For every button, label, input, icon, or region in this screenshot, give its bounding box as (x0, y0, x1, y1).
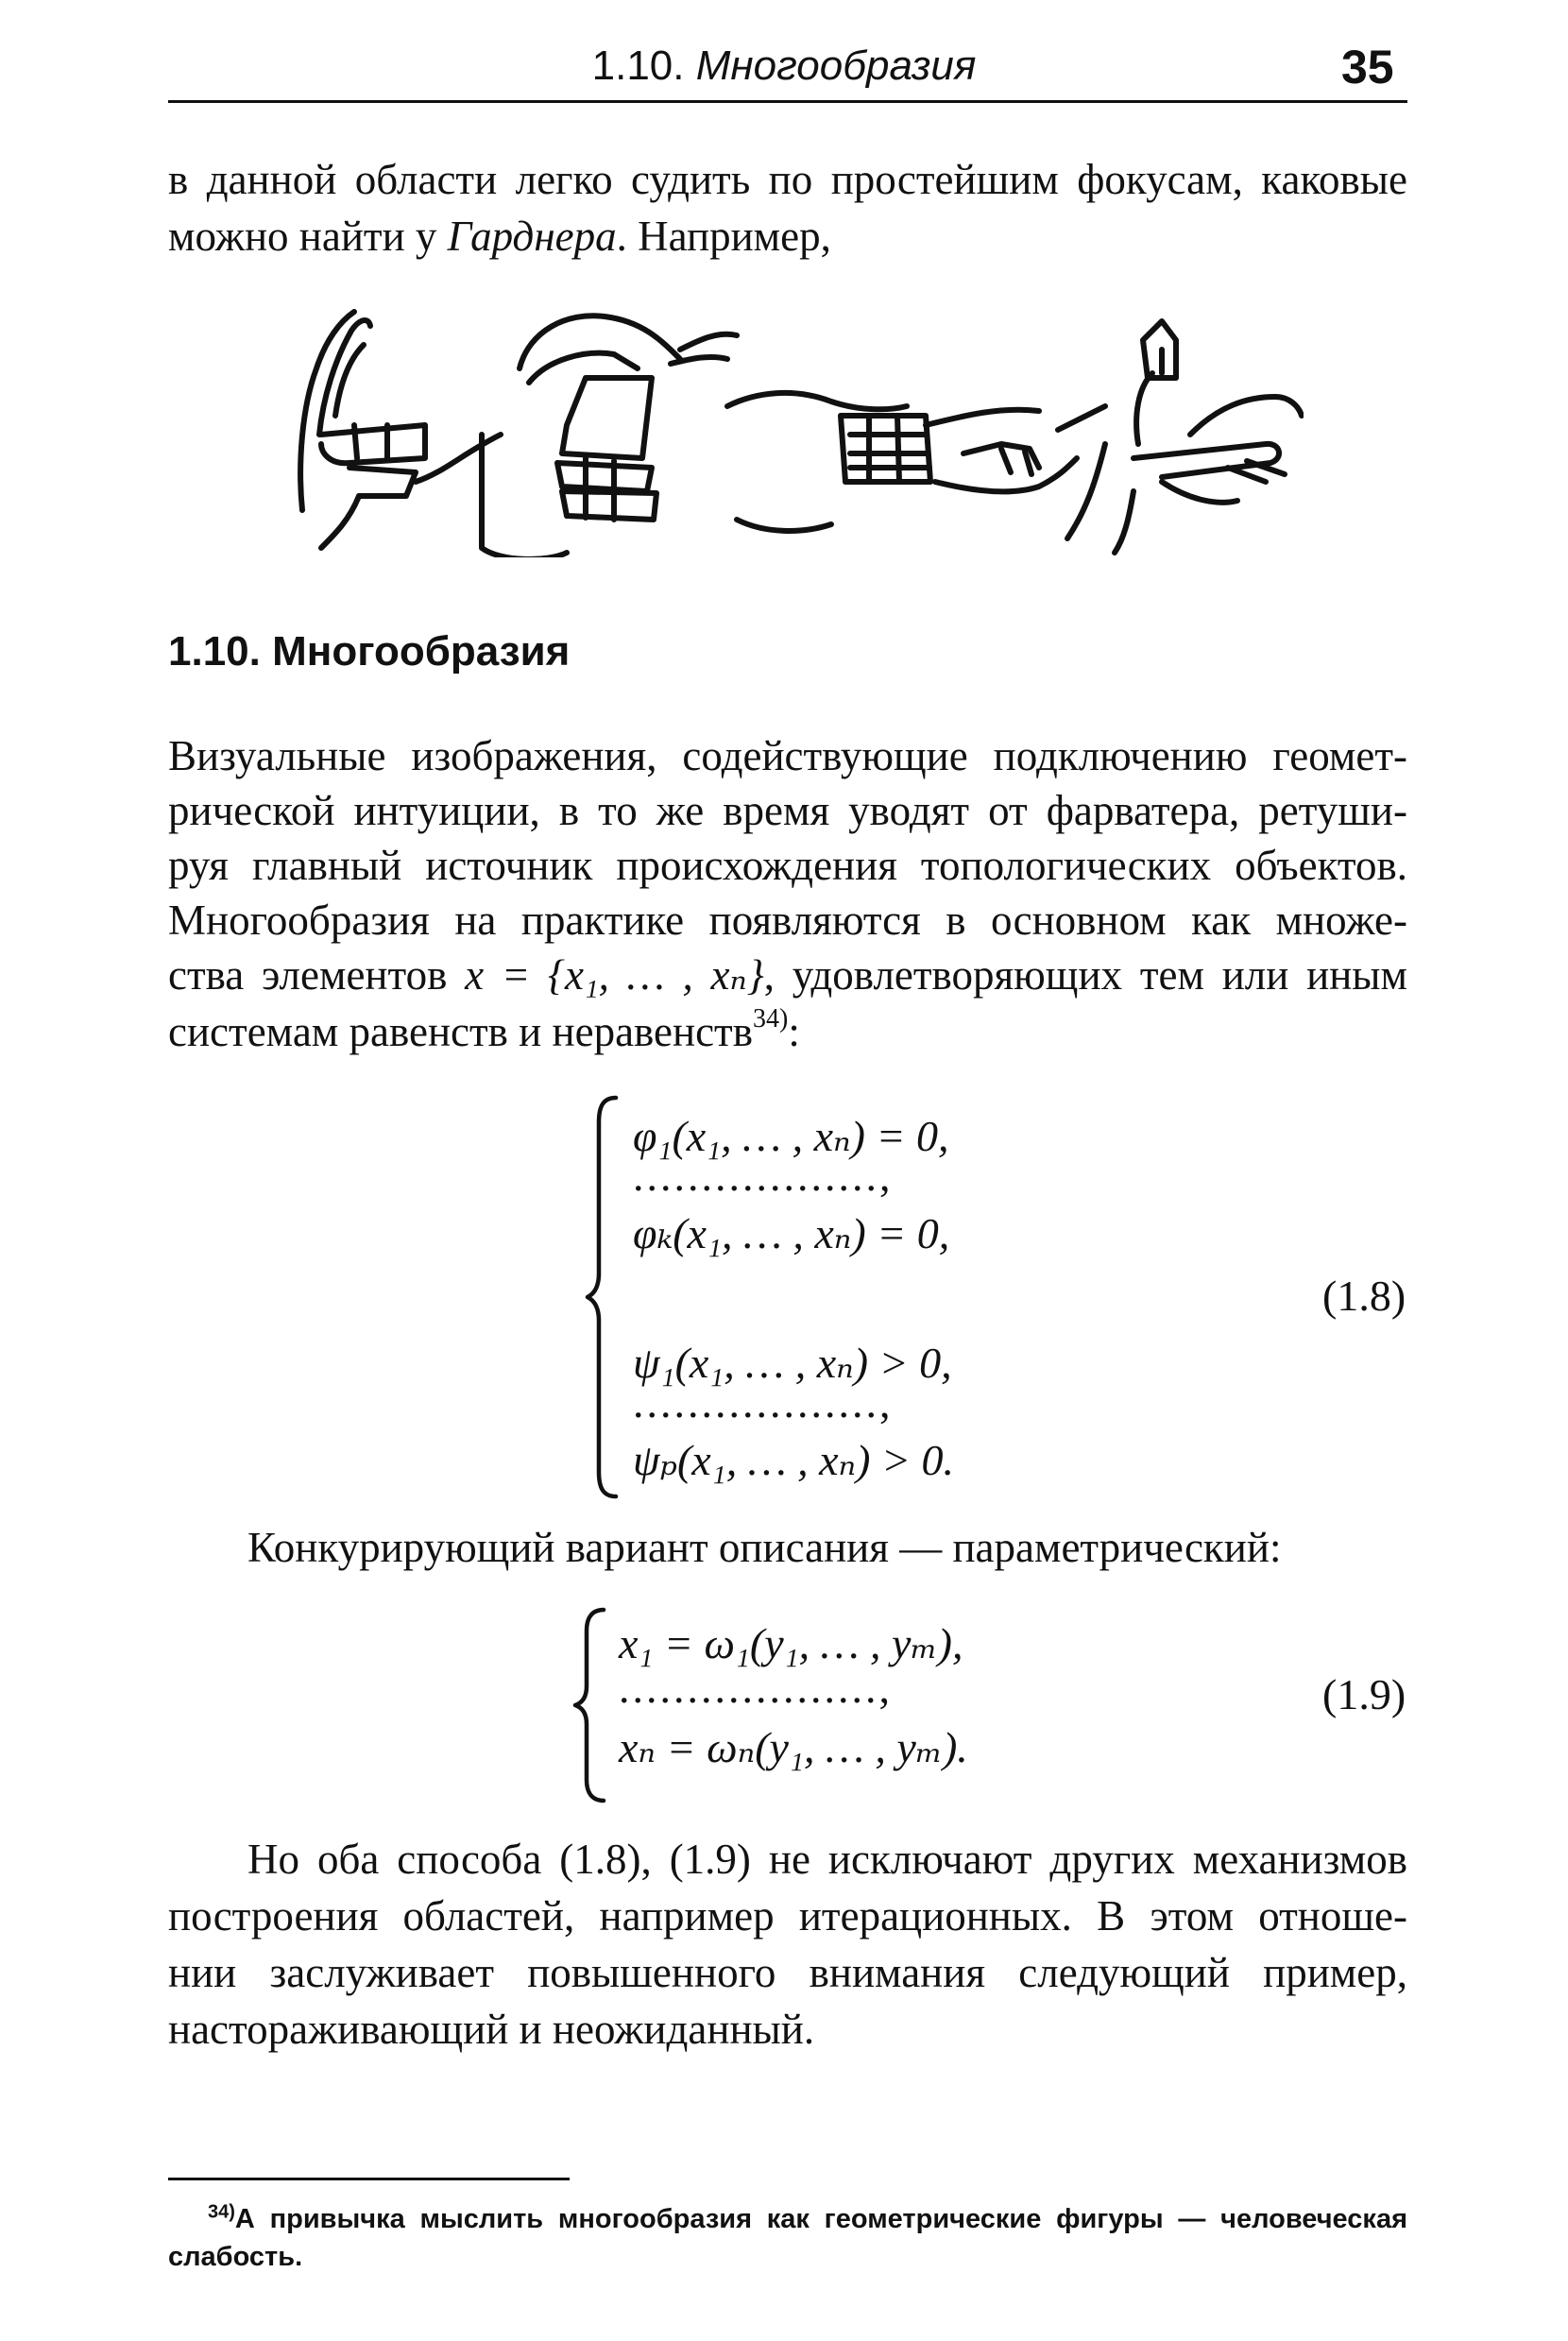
para1-line-1: Визуальные изображения, содействующие подключению геомет- (168, 732, 1407, 779)
header-rule (168, 100, 1407, 103)
para1-line-6-colon: : (788, 1008, 800, 1055)
equation-phi-1: φ₁(x₁, … , xₙ) = 0, (633, 1112, 949, 1160)
footnote-text-1: А привычка мыслить многообразия как геометрические фигуры — человеческая (234, 2204, 1407, 2234)
author-name: Гарднера (447, 213, 617, 260)
para1-line-2: рической интуиции, в то же время уводят от фарватера, ретуши- (168, 787, 1407, 834)
equation-x-1: x₁ = ω₁(y₁, … , yₘ), (619, 1619, 963, 1667)
equation-x-n: xₙ = ωₙ(y₁, … , yₘ). (619, 1723, 968, 1771)
footnote-mark: 34) (208, 2201, 235, 2223)
system-1-9-brace (571, 1606, 609, 1804)
equation-phi-k: φₖ(x₁, … , xₙ) = 0, (633, 1209, 950, 1257)
running-header (0, 43, 1568, 90)
intro-line-2-start: можно найти у (168, 213, 448, 260)
set-definition: x = {x₁, … , xₙ} (465, 951, 764, 999)
para1-line-6 (168, 1005, 1407, 1059)
equation-psi-1: ψ₁(x₁, … , xₙ) > 0, (633, 1339, 952, 1387)
hand-trick-icon (283, 293, 1304, 557)
para1-line-6-text: системам равенств и неравенств (168, 1008, 753, 1055)
equation-label-1-9: (1.9) (1322, 1670, 1406, 1718)
footnote-reference[interactable]: 34) (752, 1004, 789, 1034)
footnote-line-2: слабость. (168, 2242, 303, 2272)
para3-line-2: построения областей, например итерационных. В этом отноше- (168, 1892, 1407, 1939)
intro-line-1: в данной области легко судить по простейшим фокусам, каковые (168, 156, 1407, 203)
para3-line-1: Но оба способа (1.8), (1.9) не исключают других механизмов (247, 1836, 1407, 1883)
intro-line-2-end: . Например, (616, 213, 831, 260)
para1-line-4: Многообразия на практике появляются в основном как множе- (168, 897, 1407, 944)
equation-psi-p: ψₚ(x₁, … , xₙ) > 0. (633, 1436, 955, 1484)
para3-line-3: нии заслуживает повышенного внимания следующий пример, (168, 1949, 1407, 1996)
footnote-rule (168, 2178, 570, 2180)
para2-line-1: Конкурирующий вариант описания — параметрический: (247, 1524, 1282, 1571)
para3-line-4: настораживающий и неожиданный. (168, 2006, 815, 2053)
header-section-name: Многообразия (695, 43, 977, 89)
hand-trick-illustration (283, 293, 1304, 557)
ellipsis-row-3: ..................., (619, 1664, 893, 1712)
header-section-number: 1.10. (591, 43, 685, 89)
intro-line-2 (168, 210, 1407, 264)
system-1-8-brace (584, 1094, 622, 1500)
para1-line-3: руя главный источник происхождения топологических объектов. (168, 842, 1407, 889)
page-number: 35 (1341, 41, 1394, 94)
para1-line-5 (168, 948, 1407, 1002)
ellipsis-row-1: .................., (633, 1152, 894, 1200)
ellipsis-row-2: .................., (633, 1378, 894, 1427)
para1-line-5-end: , удовлетворяющих тем или иным (763, 951, 1407, 999)
para1-line-5-start: ства элементов (168, 951, 466, 999)
section-heading: 1.10. Многообразия (168, 628, 571, 675)
equation-label-1-8: (1.8) (1322, 1272, 1406, 1320)
footnote-line-1 (208, 2201, 1407, 2237)
